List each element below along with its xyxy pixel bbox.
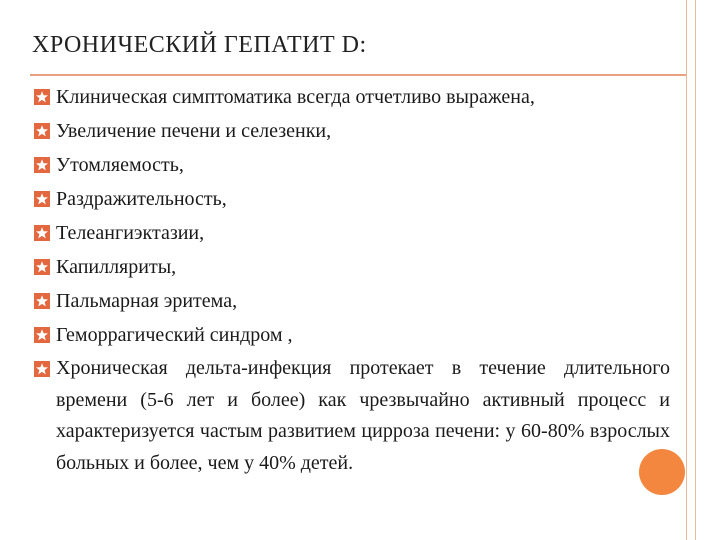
star-icon (34, 225, 50, 241)
list-item-text: Увеличение печени и селезенки, (56, 120, 332, 142)
list-item (34, 318, 670, 352)
star-icon (34, 361, 50, 377)
title-underline (30, 74, 686, 76)
slide-title: ХРОНИЧЕСКИЙ ГЕПАТИТ D: (32, 32, 367, 58)
star-icon (34, 191, 50, 207)
list-item-text: Раздражительность, (56, 188, 227, 210)
list-item (34, 182, 670, 216)
list-item (34, 114, 670, 148)
list-item (34, 148, 670, 182)
decorative-border (686, 0, 696, 540)
bullet-list (34, 80, 670, 479)
list-item (34, 216, 670, 250)
star-icon (34, 293, 50, 309)
star-icon (34, 89, 50, 105)
list-item-text: Телеангиэктазии, (56, 222, 205, 244)
list-item-text: Капилляриты, (56, 256, 177, 278)
star-icon (34, 157, 50, 173)
list-item-text: Хроническая дельта-инфекция протекает в течение длительного времени (5-6 лет и более) как чрезвычайно активный процесс и характеризуется частым развитием цирроза печени: у 60-80% взрослых больных и более, чем у 40% детей. (56, 357, 670, 474)
star-icon (34, 327, 50, 343)
list-item (34, 80, 670, 114)
list-item-text: Геморрагический синдром , (56, 324, 293, 346)
list-item-text: Утомляемость, (56, 154, 184, 176)
list-item (34, 250, 670, 284)
list-item (34, 284, 670, 318)
decorative-circle (639, 449, 685, 495)
star-icon (34, 123, 50, 139)
list-item (34, 352, 670, 479)
star-icon (34, 259, 50, 275)
list-item-text: Клиническая симптоматика всегда отчетливо выражена, (56, 86, 535, 108)
list-item-text: Пальмарная эритема, (56, 290, 238, 312)
